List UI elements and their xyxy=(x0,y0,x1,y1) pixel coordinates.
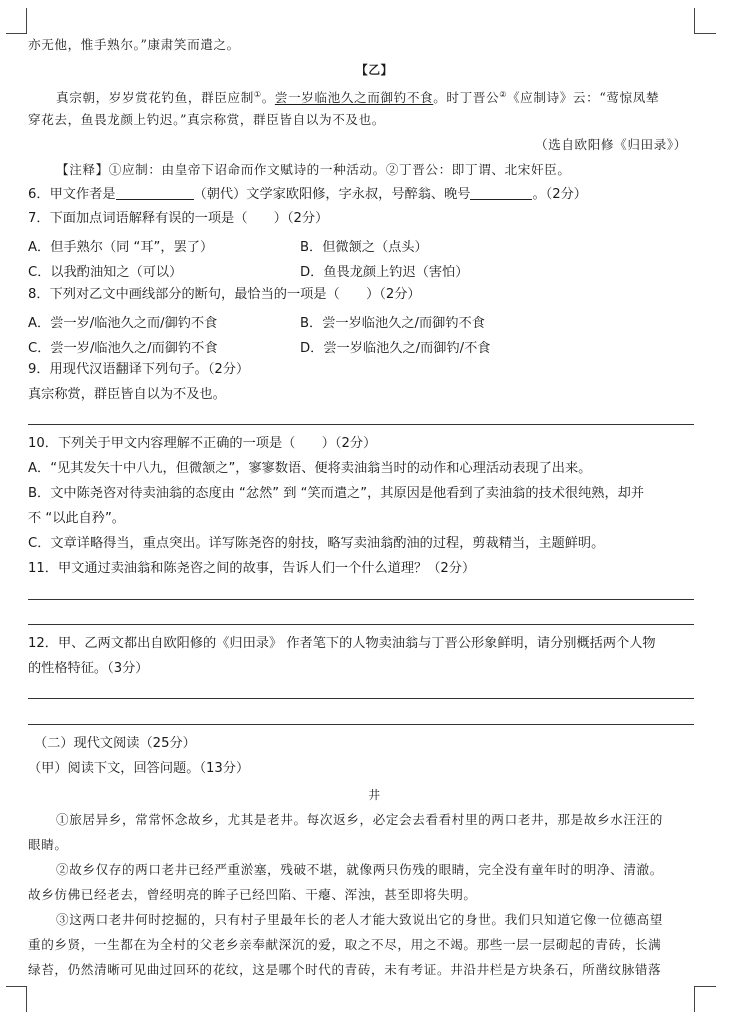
text-run: （朝代）文学家欧阳修，字永叔，号醉翁、晚号 xyxy=(193,187,471,202)
question-11-stem: 11．甲文通过卖油翁和陈尧咨之间的故事，告诉人们一个什么道理？（2分） xyxy=(28,561,476,576)
q8-option-b[interactable]: B．尝一岁临池久之/而御钓不食 xyxy=(300,316,485,331)
crop-mark xyxy=(694,986,716,987)
yi-passage-line-1 xyxy=(56,87,659,106)
question-8-stem: 8．下列对乙文中画线部分的断句，最恰当的一项是（ ）（2分） xyxy=(28,287,421,302)
essay-paragraph-2-line-2: 故乡仿佛已经老去，曾经明亮的眸子已经凹陷、干瘪、浑浊，甚至即将失明。 xyxy=(28,887,477,902)
q8-option-c[interactable]: C．尝一岁/临池久之/而御钓不食 xyxy=(28,341,218,356)
q10-option-b[interactable]: B．文中陈尧咨对待卖油翁的态度由 “忿然” 到 “笑而遣之”，其原因是他看到了卖油翁的技术很纯熟，却并 xyxy=(28,486,645,501)
crop-mark xyxy=(6,33,27,34)
crop-mark xyxy=(6,986,27,987)
q7-option-a[interactable]: A．但手熟尔（同 “耳”，罢了） xyxy=(28,240,214,255)
reading-jia-heading: （甲）阅读下文，回答问题。（13分） xyxy=(28,761,250,776)
footnote-mark: ② xyxy=(499,90,507,99)
question-6 xyxy=(28,187,587,203)
crop-mark xyxy=(694,8,695,34)
q10-option-a[interactable]: A．“见其发矢十中八九，但微颔之”，寥寥数语、便将卖油翁当时的动作和心理活动表现了出来。 xyxy=(28,461,592,476)
question-10-stem: 10．下列关于甲文内容理解不正确的一项是（ ）（2分） xyxy=(28,436,377,451)
answer-blank[interactable] xyxy=(470,187,532,200)
essay-paragraph-3-line-3: 绿苔，仍然清晰可见曲过回环的花纹，这是哪个时代的青砖，未有考证。井沿井栏是方块条石，所凿纹脉错落 xyxy=(28,962,662,977)
question-9-sentence: 真宗称赏，群臣皆自以为不及也。 xyxy=(28,387,226,402)
question-12-line-1: 12．甲、乙两文都出自欧阳修的《归田录》 作者笔下的人物卖油翁与丁晋公形象鲜明，请分别概括两个人物 xyxy=(28,636,656,651)
answer-line[interactable] xyxy=(28,424,694,425)
text-run: 。时丁晋公 xyxy=(433,90,500,106)
text-run: 。（2分） xyxy=(532,187,587,202)
answer-blank[interactable] xyxy=(116,187,194,200)
question-7-stem: 7．下面加点词语解释有误的一项是（ ）（2分） xyxy=(28,211,329,226)
q7-option-d[interactable]: D．鱼畏龙颜上钓迟（害怕） xyxy=(300,265,469,280)
answer-line[interactable] xyxy=(28,624,694,625)
essay-paragraph-3-line-1: ③这两口老井何时挖掘的，只有村子里最年长的老人才能大致说出它的身世。我们只知道它像一位德高望 xyxy=(56,912,663,927)
footnote-mark: ① xyxy=(253,90,262,99)
underlined-sentence: 尝一岁临池久之而御钓不食 xyxy=(274,90,434,106)
q7-option-b[interactable]: B．但微颔之（点头） xyxy=(300,240,428,255)
crop-mark xyxy=(694,33,716,34)
yi-passage-line-2: 穿花去，鱼畏龙颜上钓迟。”真宗称赏，群臣皆自以为不及也。 xyxy=(28,112,385,127)
essay-paragraph-1-line-1: ①旅居异乡，常常怀念故乡，尤其是老井。每次返乡，必定会去看看村里的两口老井，那是故乡水汪汪的 xyxy=(56,812,663,827)
text-run: 6．甲文作者是 xyxy=(28,187,116,202)
q7-option-c[interactable]: C．以我酌油知之（可以） xyxy=(28,265,183,280)
q10-option-b-cont: 不 “以此自矜”。 xyxy=(28,511,125,526)
essay-paragraph-3-line-2: 重的乡贤，一生都在为全村的父老乡亲奉献深沉的爱，取之不尽，用之不竭。那些一层一层砌起的青砖，长满 xyxy=(28,937,662,952)
answer-line[interactable] xyxy=(28,599,694,600)
source-citation: （选自欧阳修《归田录》） xyxy=(534,137,687,152)
section-heading-yi: 【乙】 xyxy=(356,63,393,77)
annotation-notes: 【注释】①应制：由皇帝下诏命而作文赋诗的一种活动。②丁晋公：即丁谓、北宋奸臣。 xyxy=(56,162,571,177)
q10-option-c[interactable]: C．文章详略得当，重点突出。详写陈尧咨的射技，略写卖油翁酌油的过程，剪裁精当，主题鲜明。 xyxy=(28,536,605,551)
essay-title: 井 xyxy=(368,788,381,802)
section-2-heading: （二）现代文阅读（25分） xyxy=(34,736,196,751)
text-run: 真宗朝，岁岁赏花钓鱼，群臣应制 xyxy=(56,90,254,106)
essay-paragraph-1-line-2: 眼睛。 xyxy=(28,837,68,852)
answer-line[interactable] xyxy=(28,724,694,725)
passage-fragment: 亦无他，惟手熟尔。”康肃笑而遣之。 xyxy=(28,37,240,52)
crop-mark xyxy=(694,986,695,1012)
question-9-stem: 9．用现代汉语翻译下列句子。（2分） xyxy=(28,362,250,377)
question-12-line-2: 的性格特征。（3分） xyxy=(28,661,149,676)
answer-line[interactable] xyxy=(28,698,694,699)
crop-mark xyxy=(26,8,27,34)
text-run: 。 xyxy=(261,90,275,106)
text-run: 《应制诗》云：“莺惊凤辇 xyxy=(506,90,660,106)
q8-option-d[interactable]: D．尝一岁临池久之/而御钓/不食 xyxy=(300,341,491,356)
q8-option-a[interactable]: A．尝一岁/临池久之而/御钓不食 xyxy=(28,316,218,331)
crop-mark xyxy=(26,986,27,1012)
essay-paragraph-2-line-1: ②故乡仅存的两口老井已经严重淤塞，残破不堪，就像两只伤残的眼睛，完全没有童年时的明净、清澈。 xyxy=(56,862,663,877)
